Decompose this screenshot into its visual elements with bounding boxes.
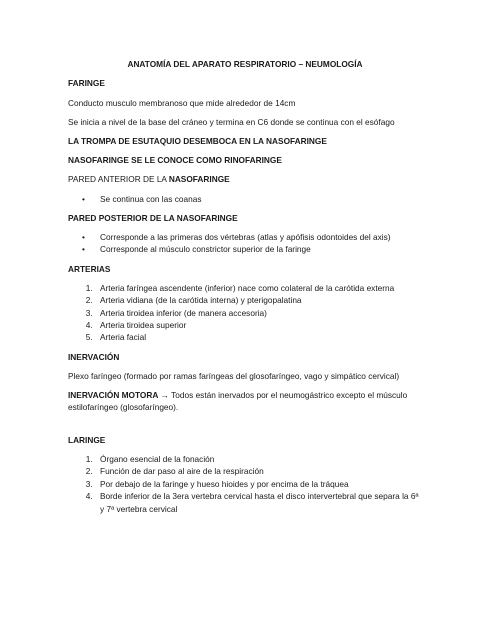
list-item: 3. Por debajo de la faringe y hueso hioides y por encima de la tráquea [95, 478, 422, 490]
list-item: • Corresponde a las primeras dos vértebras (atlas y apófisis odontoides del axis) [95, 231, 422, 243]
list-item: 5. Arteria facial [95, 331, 422, 343]
list-item: 4. Borde inferior de la 3era vertebra cervical hasta el disco intervertebral que separa la 6ª y 7ª vertebra cervical [95, 490, 422, 515]
heading-faringe: FARINGE [68, 78, 105, 89]
list-item: • Se continua con las coanas [95, 193, 422, 205]
spacer [68, 421, 422, 434]
faringe-paragraph-2: Se inicia a nivel de la base del cráneo y termina en C6 donde se continua con el esófago [68, 116, 395, 127]
document-title: ANATOMÍA DEL APARATO RESPIRATORIO – NEUMOLOGÍA [127, 59, 363, 69]
heading-laringe: LARINGE [68, 434, 106, 445]
laringe-list [68, 453, 422, 515]
arterias-list [68, 282, 422, 344]
pared-anterior-prefix: PARED ANTERIOR DE LA [68, 174, 169, 185]
heading-trompa: LA TROMPA DE ESUTAQUIO DESEMBOCA EN LA NASOFARINGE [68, 136, 327, 147]
heading-nasofaringe: NASOFARINGE SE LE CONOCE COMO RINOFARINGE [68, 155, 282, 166]
inervacion-motora-label: INERVACIÓN MOTORA [68, 390, 159, 401]
inervacion-motora-paragraph [68, 389, 422, 414]
list-item: 3. Arteria tiroidea inferior (de manera accesoria) [95, 307, 422, 319]
inervacion-paragraph: Plexo faríngeo (formado por ramas faríngeas del glosofaríngeo, vago y simpático cervical) [68, 370, 400, 381]
pared-anterior-list [68, 193, 422, 205]
heading-pared-posterior: PARED POSTERIOR DE LA NASOFARINGE [68, 212, 238, 223]
heading-inervacion: INERVACIÓN [68, 351, 120, 362]
pared-anterior-bold: NASOFARINGE [168, 174, 230, 185]
list-item: 2. Arteria vidiana (de la carótida interna) y pterigopalatina [95, 294, 422, 306]
heading-arterias: ARTERIAS [68, 263, 111, 274]
inervacion-motora-text: Todos están inervados por el neumogástrico excepto el músculo estilofaríngeo (glosofaríngeo). [68, 390, 408, 413]
list-item: • Corresponde al músculo constrictor superior de la faringe [95, 243, 422, 255]
list-item: 4. Arteria tiroidea superior [95, 319, 422, 331]
arrow-right-icon: → [160, 390, 169, 401]
list-item: 1. Órgano esencial de la fonación [95, 453, 422, 465]
heading-pared-anterior [68, 173, 422, 185]
list-item: 2. Función de dar paso al aire de la respiración [95, 465, 422, 477]
list-item: 1. Arteria faríngea ascendente (inferior) nace como colateral de la carótida externa [95, 282, 422, 294]
faringe-paragraph-1: Conducto musculo membranoso que mide alrededor de 14cm [68, 97, 296, 108]
pared-posterior-list [68, 231, 422, 256]
